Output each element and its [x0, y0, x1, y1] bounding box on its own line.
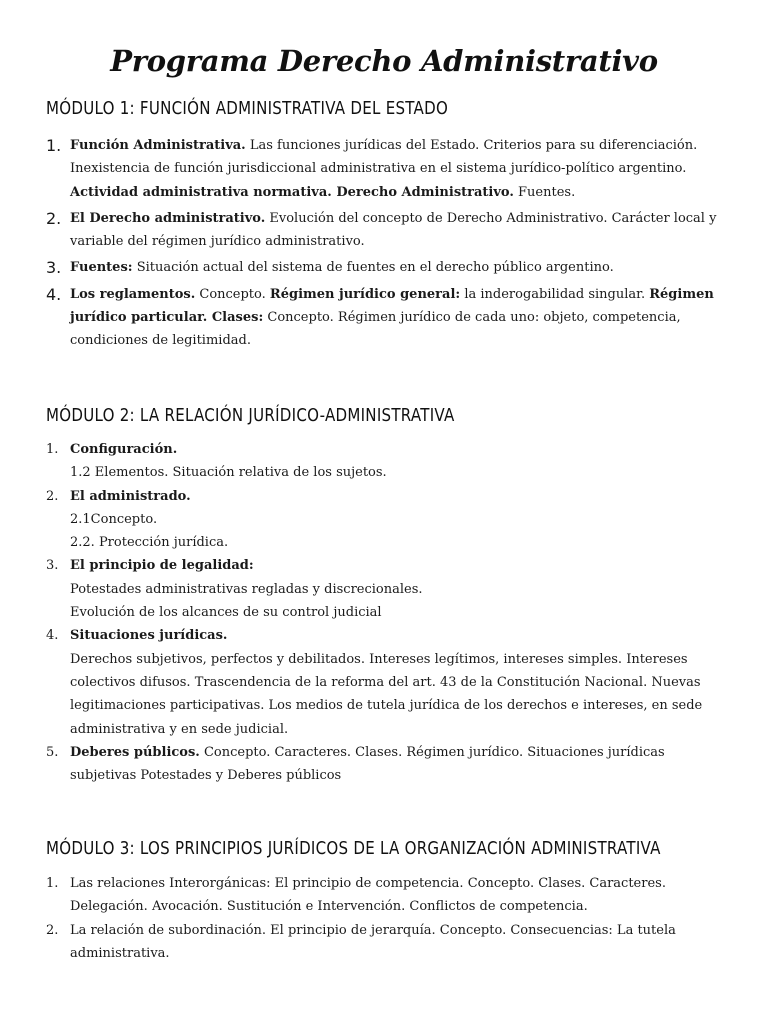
module-1-heading: MÓDULO 1: FUNCIÓN ADMINISTRATIVA DEL ESTADO — [46, 99, 449, 119]
module-3-list — [46, 872, 726, 965]
list-item: 2. El administrado. 2.1Concepto. 2.2. Protección jurídica. — [46, 488, 229, 551]
module-2-heading: MÓDULO 2: LA RELACIÓN JURÍDICO-ADMINISTRATIVA — [46, 406, 455, 426]
list-item: 1. Función Administrativa. Las funciones jurídicas del Estado. Criterios para su diferenciación. Inexistencia de función jurisdiccional administrativa en el sistema jurídico-político argentino. Actividad administrativa normativa. Derecho Administrativo. Fuentes. — [46, 136, 698, 200]
module-3-heading: MÓDULO 3: LOS PRINCIPIOS JURÍDICOS DE LA ORGANIZACIÓN ADMINISTRATIVA — [46, 839, 661, 859]
list-item: 1. Las relaciones Interorgánicas: El principio de competencia. Concepto. Clases. Caracteres. Delegación. Avocación. Sustitución e Intervención. Conflictos de competencia. — [46, 876, 666, 915]
list-item: 3. Fuentes: Situación actual del sistema de fuentes en el derecho público argentino. — [46, 258, 614, 278]
list-item: 2. El Derecho administrativo. Evolución del concepto de Derecho Administrativo. Carácter local y variable del régimen jurídico administrativo. — [46, 208, 717, 250]
list-item: 2. La relación de subordinación. El principio de jerarquía. Concepto. Consecuencias: La tutela administrativa. — [46, 922, 676, 961]
list-item: 5. Deberes públicos. Concepto. Caracteres. Clases. Régimen jurídico. Situaciones jurídicas subjetivas Potestades y Deberes públicos — [46, 744, 665, 784]
list-item: 4. Los reglamentos. Concepto. Régimen jurídico general: la inderogabilidad singular. Régimen jurídico particular. Clases: Concepto. Régimen jurídico de cada uno: objeto, competencia, condiciones de legitimidad. — [46, 284, 714, 349]
list-item: 4. Situaciones jurídicas. Derechos subjetivos, perfectos y debilitados. Intereses legítimos, intereses simples. Intereses colectivos difusos. Trascendencia de la reforma del art. 43 de la Constitución Nacional. Nuevas legitimaciones participativas. Los medios de tutela jurídica de los derechos e intereses, en sede administrativa y en sede judicial. — [46, 628, 703, 737]
list-item: 1. Configuración. 1.2 Elementos. Situación relativa de los sujetos. — [46, 442, 387, 481]
module-2-list — [46, 438, 726, 787]
list-item: 3. El principio de legalidad: Potestades administrativas regladas y discrecionales. Evolución de los alcances de su control judicial — [46, 558, 423, 621]
module-1-list — [46, 134, 726, 356]
page-title: Programa Derecho Administrativo — [110, 44, 658, 78]
